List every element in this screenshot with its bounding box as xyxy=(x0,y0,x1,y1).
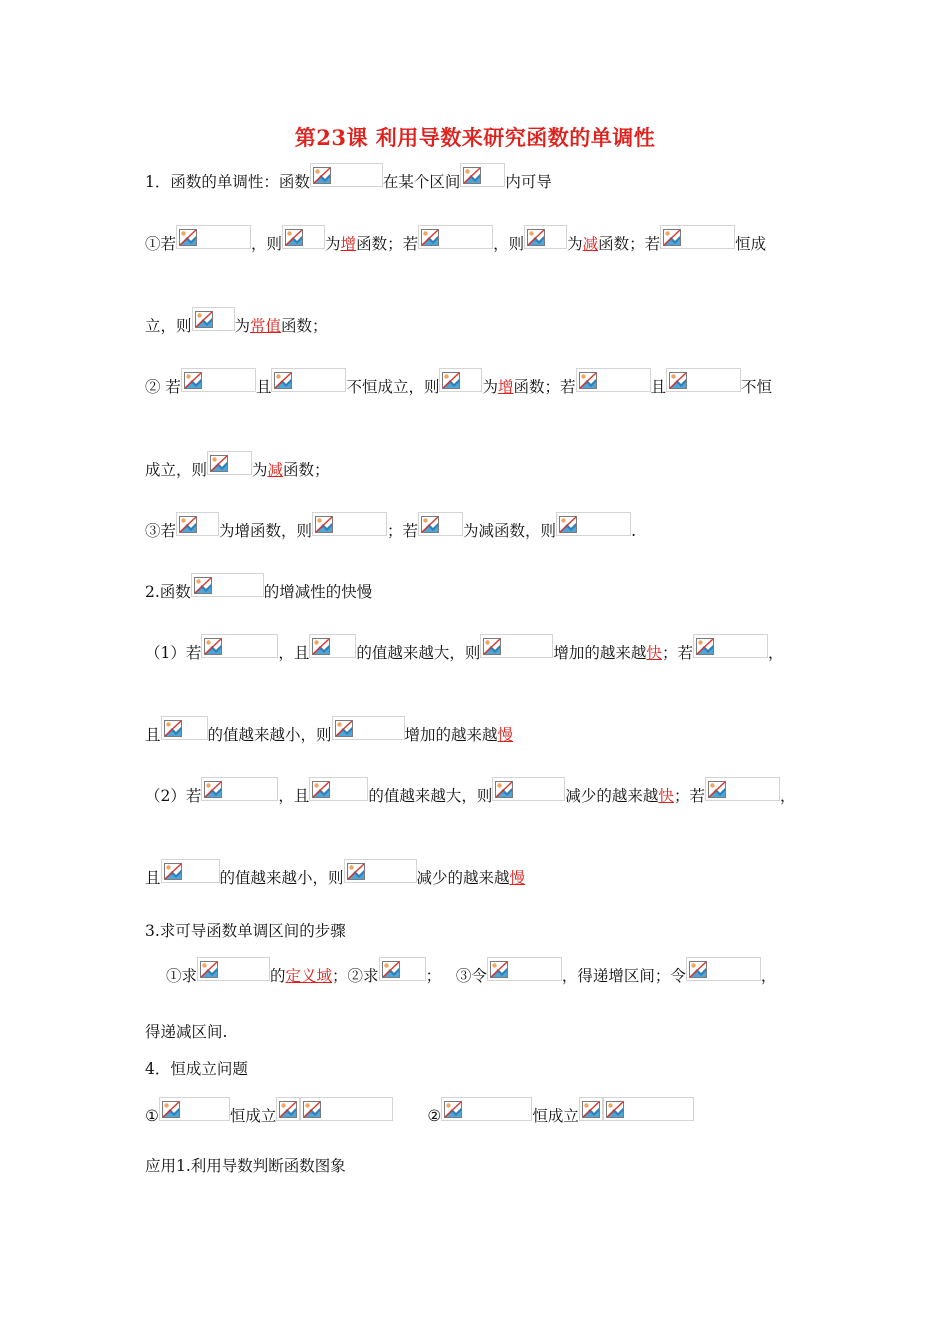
formula-image xyxy=(271,368,346,392)
text: ① xyxy=(145,1107,159,1125)
page-title: 第23课 利用导数来研究函数的单调性 xyxy=(294,125,656,150)
broken-image-icon xyxy=(204,638,222,655)
broken-image-icon xyxy=(195,311,213,328)
broken-image-icon xyxy=(312,638,330,655)
broken-image-icon xyxy=(179,516,197,533)
broken-image-icon xyxy=(669,372,687,389)
text: 为 xyxy=(567,235,583,253)
formula-image xyxy=(192,307,235,331)
formula-image xyxy=(524,225,567,249)
keyword-increase: 增 xyxy=(497,378,514,396)
keyword-increase: 增 xyxy=(340,235,357,253)
text: 增加的越来越 xyxy=(404,726,498,744)
broken-image-icon xyxy=(179,229,197,246)
formula-image xyxy=(418,512,463,536)
text: ② xyxy=(427,1107,442,1125)
text: 立，则 xyxy=(145,317,192,335)
text: 减少的越来越 xyxy=(416,869,510,887)
formula-image xyxy=(686,957,761,981)
broken-image-icon xyxy=(210,455,228,472)
text: 内可导 xyxy=(505,173,552,191)
broken-image-icon xyxy=(442,372,460,389)
broken-image-icon xyxy=(582,1101,600,1118)
text: . xyxy=(631,522,636,540)
section-3-heading: 3.求可导函数单调区间的步骤 xyxy=(145,922,346,940)
text: 2.函数 xyxy=(145,583,191,601)
text: 增加的越来越 xyxy=(553,644,647,662)
text: ①求 xyxy=(166,967,198,985)
broken-image-icon xyxy=(315,516,333,533)
formula-image xyxy=(492,777,565,801)
formula-image xyxy=(161,716,208,740)
broken-image-icon xyxy=(194,577,212,594)
text: （2）若 xyxy=(145,787,202,805)
broken-image-icon xyxy=(579,372,597,389)
broken-image-icon xyxy=(483,638,501,655)
broken-image-icon xyxy=(708,781,726,798)
broken-image-icon xyxy=(200,961,218,978)
section-1-heading xyxy=(145,163,552,189)
formula-image xyxy=(181,368,256,392)
text: ， xyxy=(779,787,796,805)
keyword-decrease: 减 xyxy=(582,235,599,253)
broken-image-icon xyxy=(285,229,303,246)
text: 的增减性的快慢 xyxy=(263,583,373,601)
formula-image xyxy=(191,573,264,597)
formula-image xyxy=(480,634,553,658)
section-2-heading xyxy=(145,573,372,599)
text: （1）若 xyxy=(145,644,202,662)
text: 函数；若 xyxy=(598,235,661,253)
formula-image xyxy=(176,225,251,249)
broken-image-icon xyxy=(162,1101,180,1118)
text: 的值越来越大，则 xyxy=(368,787,493,805)
text: 恒成立 xyxy=(532,1107,579,1125)
rule-1-line xyxy=(145,225,766,251)
keyword-slow: 慢 xyxy=(497,726,514,744)
text: 恒成立 xyxy=(229,1107,277,1125)
section-4-heading: 4．恒成立问题 xyxy=(145,1060,248,1078)
broken-image-icon xyxy=(204,781,222,798)
text: 不恒 xyxy=(741,378,773,396)
formula-image xyxy=(705,777,780,801)
text: 成立，则 xyxy=(145,461,208,479)
text: 为 xyxy=(234,317,251,335)
broken-image-icon xyxy=(559,516,577,533)
text: 的值越来越小，则 xyxy=(207,726,332,744)
text: ② 若 xyxy=(145,378,181,396)
text: 且 xyxy=(650,378,667,396)
rule-1-cont xyxy=(145,307,328,333)
text: ，则 xyxy=(251,235,283,253)
formula-image xyxy=(418,225,493,249)
text: 为 xyxy=(482,378,498,396)
text: 为 xyxy=(325,235,341,253)
rule-2-line xyxy=(145,368,772,394)
text: 函数；若 xyxy=(356,235,419,253)
text: 恒成 xyxy=(735,235,767,253)
formula-image xyxy=(693,634,768,658)
text: 为减函数，则 xyxy=(463,522,557,540)
broken-image-icon xyxy=(689,961,707,978)
formula-image xyxy=(487,957,562,981)
broken-image-icon xyxy=(382,961,400,978)
broken-image-icon xyxy=(527,229,545,246)
broken-image-icon xyxy=(696,638,714,655)
formula-image xyxy=(332,716,405,740)
text: 的 xyxy=(270,967,286,985)
text: 且 xyxy=(145,869,161,887)
rule-2-cont xyxy=(145,451,330,477)
text: ③若 xyxy=(145,522,177,540)
constant-holds-line xyxy=(145,1097,694,1123)
broken-image-icon xyxy=(347,863,365,880)
text: ，则 xyxy=(493,235,525,253)
formula-image xyxy=(666,368,741,392)
broken-image-icon xyxy=(274,372,292,389)
text: ，且 xyxy=(278,644,310,662)
broken-image-icon xyxy=(495,781,513,798)
formula-image xyxy=(460,163,505,187)
formula-image xyxy=(276,1097,300,1121)
text: 且 xyxy=(145,726,161,744)
broken-image-icon xyxy=(164,720,182,737)
formula-image xyxy=(201,634,278,658)
broken-image-icon xyxy=(463,167,481,184)
formula-image xyxy=(201,777,278,801)
formula-image xyxy=(300,1097,393,1121)
keyword-constant: 常值 xyxy=(250,317,282,335)
text: 为增函数，则 xyxy=(219,522,313,540)
keyword-fast: 快 xyxy=(646,644,662,662)
text: ； ③令 xyxy=(425,967,487,985)
text: ；②求 xyxy=(332,967,379,985)
formula-image xyxy=(309,634,356,658)
speed-2-line xyxy=(145,777,795,803)
formula-image xyxy=(159,1097,230,1121)
text: ，且 xyxy=(278,787,310,805)
text: 减少的越来越 xyxy=(565,787,659,805)
formula-image xyxy=(207,451,252,475)
text: ， xyxy=(760,967,777,985)
broken-image-icon xyxy=(312,781,330,798)
keyword-domain: 定义域 xyxy=(285,967,333,985)
text: ①若 xyxy=(145,235,177,253)
keyword-slow: 慢 xyxy=(509,869,526,887)
broken-image-icon xyxy=(421,229,439,246)
broken-image-icon xyxy=(303,1101,321,1118)
formula-image xyxy=(197,957,270,981)
text: ；若 xyxy=(387,522,419,540)
broken-image-icon xyxy=(335,720,353,737)
application-1-heading: 应用1.利用导数判断函数图象 xyxy=(145,1157,346,1175)
text: 函数； xyxy=(281,317,328,335)
formula-image xyxy=(310,163,383,187)
formula-image xyxy=(439,368,482,392)
formula-image xyxy=(579,1097,603,1121)
broken-image-icon xyxy=(490,961,508,978)
text: 在某个区间 xyxy=(382,173,461,191)
text: 且 xyxy=(255,378,272,396)
text: ；若 xyxy=(673,787,705,805)
text: ， xyxy=(767,644,784,662)
formula-image xyxy=(282,225,325,249)
formula-image xyxy=(344,859,417,883)
text: 的值越来越大，则 xyxy=(356,644,481,662)
formula-image xyxy=(161,859,220,883)
formula-image xyxy=(176,512,219,536)
broken-image-icon xyxy=(663,229,681,246)
text: 的值越来越小，则 xyxy=(219,869,344,887)
broken-image-icon xyxy=(606,1101,624,1118)
text: 为 xyxy=(252,461,268,479)
broken-image-icon xyxy=(279,1101,297,1118)
keyword-decrease: 减 xyxy=(267,461,284,479)
steps-line xyxy=(166,957,776,983)
speed-1-line xyxy=(145,634,783,660)
text: 不恒成立，则 xyxy=(346,378,440,396)
broken-image-icon xyxy=(421,516,439,533)
formula-image xyxy=(603,1097,694,1121)
keyword-fast: 快 xyxy=(658,787,674,805)
text: ；若 xyxy=(661,644,693,662)
rule-3-line xyxy=(145,512,636,538)
formula-image xyxy=(576,368,651,392)
formula-image xyxy=(556,512,631,536)
broken-image-icon xyxy=(313,167,331,184)
formula-image xyxy=(309,777,368,801)
speed-1-cont xyxy=(145,716,513,742)
broken-image-icon xyxy=(444,1101,462,1118)
broken-image-icon xyxy=(164,863,182,880)
broken-image-icon xyxy=(184,372,202,389)
speed-2-cont xyxy=(145,859,525,885)
formula-image xyxy=(660,225,735,249)
text: 函数； xyxy=(283,461,330,479)
formula-image xyxy=(441,1097,532,1121)
steps-cont: 得递减区间. xyxy=(145,1023,228,1041)
text: ，得递增区间；令 xyxy=(561,967,686,985)
text: 1．函数的单调性：函数 xyxy=(145,173,310,191)
text: 函数；若 xyxy=(513,378,576,396)
formula-image xyxy=(312,512,387,536)
formula-image xyxy=(379,957,426,981)
